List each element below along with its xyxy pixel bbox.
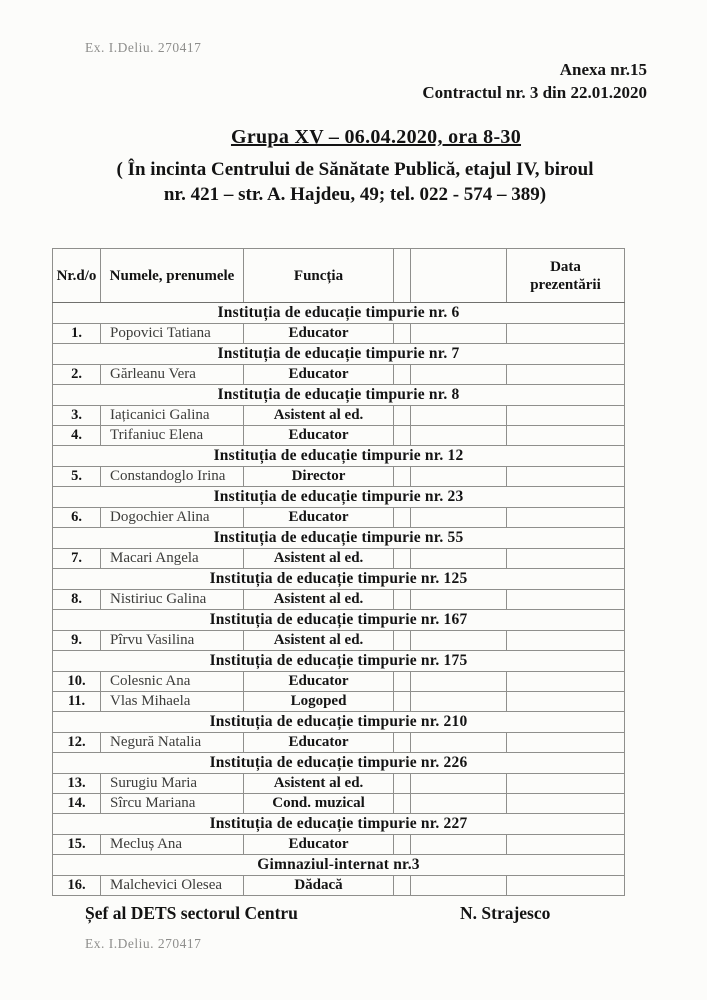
- person-function: Educator: [244, 508, 394, 528]
- empty-cell: [394, 672, 411, 692]
- presentation-date-cell: [507, 794, 625, 814]
- institution-label: Gimnaziul-internat nr.3: [53, 855, 625, 876]
- document-header: [58, 126, 652, 207]
- empty-cell: [411, 733, 507, 753]
- row-number: 12.: [53, 733, 101, 753]
- person-name: Colesnic Ana: [101, 672, 244, 692]
- institution-group-row: [53, 712, 625, 733]
- presentation-date-cell: [507, 692, 625, 712]
- roster-table: [52, 248, 625, 896]
- column-header-nr: Nr.d/o: [53, 249, 101, 303]
- person-name: Vlas Mihaela: [101, 692, 244, 712]
- signatory-name: N. Strajesco: [460, 903, 551, 923]
- contract-reference: Contractul nr. 3 din 22.01.2020: [422, 83, 647, 102]
- empty-cell: [411, 324, 507, 344]
- institution-label: Instituția de educație timpurie nr. 125: [53, 569, 625, 590]
- presentation-date-cell: [507, 467, 625, 487]
- column-header-name: Numele, prenumele: [101, 249, 244, 303]
- person-name: Popovici Tatiana: [101, 324, 244, 344]
- empty-cell: [394, 590, 411, 610]
- institution-label: Instituția de educație timpurie nr. 226: [53, 753, 625, 774]
- person-name: Surugiu Maria: [101, 774, 244, 794]
- column-header-empty-mid: [411, 249, 507, 303]
- row-number: 6.: [53, 508, 101, 528]
- annex-reference: [422, 58, 647, 104]
- person-row: [53, 365, 625, 385]
- person-function: Educator: [244, 324, 394, 344]
- presentation-date-cell: [507, 549, 625, 569]
- empty-cell: [411, 426, 507, 446]
- person-name: Pîrvu Vasilina: [101, 631, 244, 651]
- column-header-date: Data prezentării: [507, 249, 625, 303]
- institution-group-row: [53, 753, 625, 774]
- institution-label: Instituția de educație timpurie nr. 210: [53, 712, 625, 733]
- table-header-row: [53, 249, 625, 303]
- page-title: Grupa XV – 06.04.2020, ora 8-30: [230, 126, 522, 148]
- person-row: [53, 733, 625, 753]
- location-line-1: ( În incinta Centrului de Sănătate Publică, etajul IV, biroul: [116, 159, 594, 180]
- institution-group-row: [53, 487, 625, 508]
- person-row: [53, 876, 625, 896]
- presentation-date-cell: [507, 876, 625, 896]
- empty-cell: [411, 835, 507, 855]
- signatory-title: Șef al DETS sectorul Centru: [85, 903, 298, 923]
- institution-group-row: [53, 303, 625, 324]
- person-row: [53, 406, 625, 426]
- empty-cell: [411, 467, 507, 487]
- person-function: Educator: [244, 365, 394, 385]
- empty-cell: [394, 733, 411, 753]
- presentation-date-cell: [507, 365, 625, 385]
- person-row: [53, 426, 625, 446]
- empty-cell: [411, 692, 507, 712]
- person-function: Director: [244, 467, 394, 487]
- person-name: Dogochier Alina: [101, 508, 244, 528]
- person-name: Gărleanu Vera: [101, 365, 244, 385]
- person-function: Asistent al ed.: [244, 549, 394, 569]
- institution-group-row: [53, 569, 625, 590]
- annex-number: Anexa nr.15: [559, 60, 647, 79]
- person-function: Educator: [244, 835, 394, 855]
- institution-group-row: [53, 446, 625, 467]
- empty-cell: [411, 876, 507, 896]
- empty-cell: [394, 426, 411, 446]
- empty-cell: [411, 549, 507, 569]
- person-row: [53, 467, 625, 487]
- person-name: Mecluș Ana: [101, 835, 244, 855]
- person-row: [53, 631, 625, 651]
- empty-cell: [411, 774, 507, 794]
- person-name: Nistiriuc Galina: [101, 590, 244, 610]
- row-number: 7.: [53, 549, 101, 569]
- column-header-function: Funcția: [244, 249, 394, 303]
- executor-note-top: Ex. I.Deliu. 270417: [85, 40, 202, 55]
- institution-group-row: [53, 528, 625, 549]
- row-number: 8.: [53, 590, 101, 610]
- presentation-date-cell: [507, 590, 625, 610]
- person-name: Iațicanici Galina: [101, 406, 244, 426]
- empty-cell: [394, 365, 411, 385]
- empty-cell: [394, 835, 411, 855]
- institution-group-row: [53, 610, 625, 631]
- column-header-empty-narrow: [394, 249, 411, 303]
- presentation-date-cell: [507, 508, 625, 528]
- person-function: Logoped: [244, 692, 394, 712]
- location-line-2: nr. 421 – str. A. Hajdeu, 49; tel. 022 - 574 – 389): [163, 184, 547, 205]
- institution-label: Instituția de educație timpurie nr. 12: [53, 446, 625, 467]
- person-row: [53, 324, 625, 344]
- institution-group-row: [53, 344, 625, 365]
- presentation-date-cell: [507, 426, 625, 446]
- institution-label: Instituția de educație timpurie nr. 6: [53, 303, 625, 324]
- person-function: Asistent al ed.: [244, 774, 394, 794]
- empty-cell: [394, 406, 411, 426]
- person-function: Dădacă: [244, 876, 394, 896]
- person-function: Asistent al ed.: [244, 590, 394, 610]
- row-number: 10.: [53, 672, 101, 692]
- row-number: 14.: [53, 794, 101, 814]
- empty-cell: [394, 774, 411, 794]
- person-row: [53, 794, 625, 814]
- empty-cell: [411, 631, 507, 651]
- roster-table-body: [53, 303, 625, 896]
- presentation-date-cell: [507, 835, 625, 855]
- empty-cell: [411, 365, 507, 385]
- presentation-date-cell: [507, 774, 625, 794]
- empty-cell: [411, 794, 507, 814]
- person-name: Malchevici Olesea: [101, 876, 244, 896]
- person-name: Sîrcu Mariana: [101, 794, 244, 814]
- institution-group-row: [53, 855, 625, 876]
- empty-cell: [394, 631, 411, 651]
- person-function: Asistent al ed.: [244, 631, 394, 651]
- person-row: [53, 672, 625, 692]
- institution-group-row: [53, 814, 625, 835]
- person-name: Macari Angela: [101, 549, 244, 569]
- person-row: [53, 549, 625, 569]
- institution-label: Instituția de educație timpurie nr. 23: [53, 487, 625, 508]
- institution-label: Instituția de educație timpurie nr. 55: [53, 528, 625, 549]
- person-function: Asistent al ed.: [244, 406, 394, 426]
- row-number: 4.: [53, 426, 101, 446]
- institution-label: Instituția de educație timpurie nr. 167: [53, 610, 625, 631]
- row-number: 16.: [53, 876, 101, 896]
- presentation-date-cell: [507, 672, 625, 692]
- empty-cell: [394, 549, 411, 569]
- row-number: 5.: [53, 467, 101, 487]
- person-name: Constandoglo Irina: [101, 467, 244, 487]
- person-row: [53, 590, 625, 610]
- row-number: 3.: [53, 406, 101, 426]
- person-row: [53, 835, 625, 855]
- presentation-date-cell: [507, 324, 625, 344]
- person-function: Cond. muzical: [244, 794, 394, 814]
- institution-label: Instituția de educație timpurie nr. 8: [53, 385, 625, 406]
- row-number: 13.: [53, 774, 101, 794]
- row-number: 15.: [53, 835, 101, 855]
- empty-cell: [394, 794, 411, 814]
- person-row: [53, 774, 625, 794]
- empty-cell: [411, 508, 507, 528]
- empty-cell: [394, 467, 411, 487]
- row-number: 11.: [53, 692, 101, 712]
- empty-cell: [411, 672, 507, 692]
- institution-group-row: [53, 651, 625, 672]
- row-number: 1.: [53, 324, 101, 344]
- presentation-date-cell: [507, 406, 625, 426]
- empty-cell: [411, 590, 507, 610]
- empty-cell: [394, 508, 411, 528]
- person-name: Trifaniuc Elena: [101, 426, 244, 446]
- institution-group-row: [53, 385, 625, 406]
- presentation-date-cell: [507, 631, 625, 651]
- row-number: 9.: [53, 631, 101, 651]
- person-function: Educator: [244, 672, 394, 692]
- institution-label: Instituția de educație timpurie nr. 7: [53, 344, 625, 365]
- institution-label: Instituția de educație timpurie nr. 227: [53, 814, 625, 835]
- person-name: Negură Natalia: [101, 733, 244, 753]
- empty-cell: [411, 406, 507, 426]
- empty-cell: [394, 876, 411, 896]
- empty-cell: [394, 324, 411, 344]
- person-row: [53, 508, 625, 528]
- institution-label: Instituția de educație timpurie nr. 175: [53, 651, 625, 672]
- row-number: 2.: [53, 365, 101, 385]
- presentation-date-cell: [507, 733, 625, 753]
- person-function: Educator: [244, 426, 394, 446]
- executor-note-bottom: Ex. I.Deliu. 270417: [85, 936, 202, 951]
- person-function: Educator: [244, 733, 394, 753]
- person-row: [53, 692, 625, 712]
- empty-cell: [394, 692, 411, 712]
